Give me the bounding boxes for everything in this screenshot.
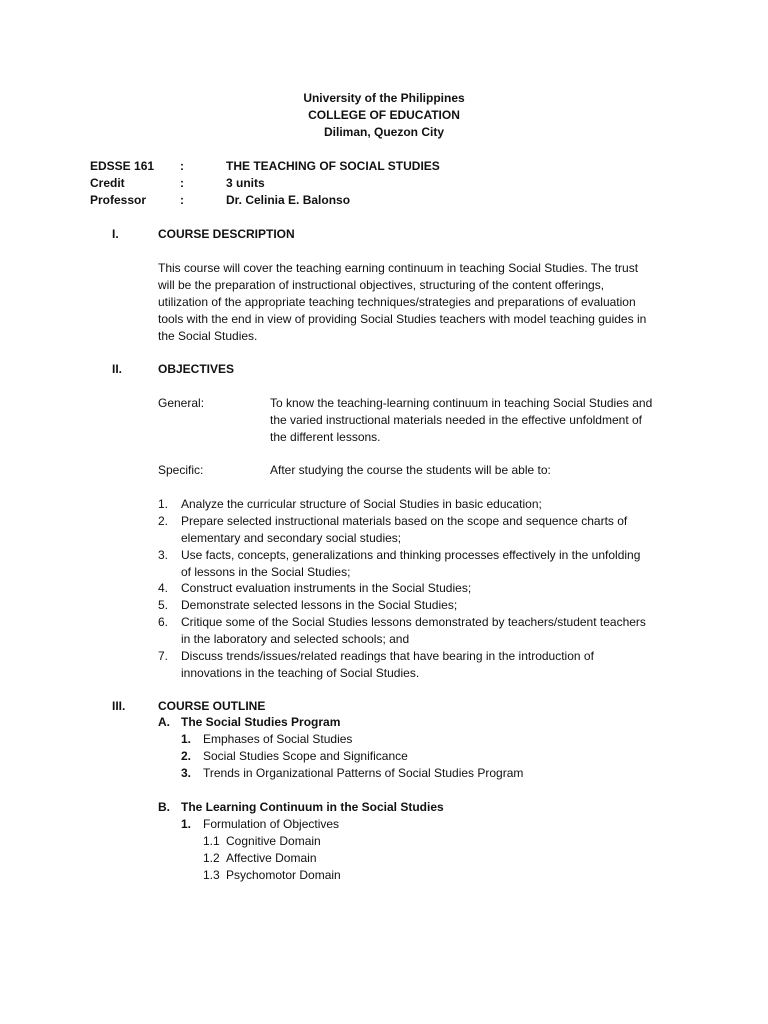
location: Diliman, Quezon City <box>323 125 444 139</box>
outline-heading: The Social Studies Program <box>181 715 341 729</box>
outline-item: Trends in Organizational Patterns of Social Studies Program <box>203 766 524 780</box>
list-item-number: 2. <box>158 514 169 528</box>
general-objective-line: the varied instructional materials needed in the effective unfoldment of <box>270 413 642 427</box>
list-item-number: 4. <box>158 581 169 595</box>
section-3-title: COURSE OUTLINE <box>158 699 266 713</box>
outline-subitem: Cognitive Domain <box>226 834 321 848</box>
list-item-number: 7. <box>158 649 169 663</box>
list-item: Analyze the curricular structure of Social Studies in basic education; <box>181 497 542 511</box>
outline-item-number: 2. <box>181 749 192 763</box>
credit-sep: : <box>180 176 184 190</box>
outline-item: Social Studies Scope and Significance <box>203 749 408 763</box>
list-item: Demonstrate selected lessons in the Social Studies; <box>181 598 458 612</box>
outline-subitem-number: 1.2 <box>203 851 220 865</box>
description-line: will be the preparation of instructional objectives, structuring of the content offerings, <box>158 278 605 292</box>
section-2-title: OBJECTIVES <box>158 362 235 376</box>
description-line: the Social Studies. <box>158 329 258 343</box>
outline-subitem: Psychomotor Domain <box>226 868 341 882</box>
specific-intro: After studying the course the students will be able to: <box>270 463 551 477</box>
outline-subitem-number: 1.1 <box>203 834 220 848</box>
section-3-numeral: III. <box>112 699 126 713</box>
outline-item-number: 1. <box>181 817 192 831</box>
list-item-number: 6. <box>158 615 169 629</box>
course-code-label: EDSSE 161 <box>90 159 155 173</box>
list-item: Use facts, concepts, generalizations and thinking processes effectively in the unfolding <box>181 548 641 562</box>
professor-value: Dr. Celinia E. Balonso <box>226 193 351 207</box>
outline-item-number: 1. <box>181 732 192 746</box>
credit-value: 3 units <box>226 176 265 190</box>
outline-heading: The Learning Continuum in the Social Studies <box>181 800 444 814</box>
outline-item-number: 3. <box>181 766 192 780</box>
course-title: THE TEACHING OF SOCIAL STUDIES <box>226 159 440 173</box>
outline-subitem-number: 1.3 <box>203 868 220 882</box>
college-name: COLLEGE OF EDUCATION <box>308 108 460 122</box>
description-line: utilization of the appropriate teaching techniques/strategies and preparations of evaluation <box>158 295 636 309</box>
course-code-sep: : <box>180 159 184 173</box>
outline-item: Formulation of Objectives <box>203 817 340 831</box>
list-item-number: 1. <box>158 497 169 511</box>
professor-sep: : <box>180 193 184 207</box>
description-line: This course will cover the teaching earning continuum in teaching Social Studies. The trust <box>158 261 639 275</box>
section-2-numeral: II. <box>112 362 123 376</box>
list-item-continuation: of lessons in the Social Studies; <box>181 565 351 579</box>
specific-label: Specific: <box>158 463 204 477</box>
professor-label: Professor <box>90 193 147 207</box>
general-objective-line: To know the teaching-learning continuum in teaching Social Studies and <box>270 396 653 410</box>
list-item: Prepare selected instructional materials based on the scope and sequence charts of <box>181 514 628 528</box>
list-item-number: 3. <box>158 548 169 562</box>
list-item-continuation: in the laboratory and selected schools; and <box>181 632 410 646</box>
list-item: Construct evaluation instruments in the Social Studies; <box>181 581 472 595</box>
outline-letter: B. <box>158 800 170 814</box>
list-item-continuation: elementary and secondary social studies; <box>181 531 402 545</box>
general-label: General: <box>158 396 205 410</box>
section-1-numeral: I. <box>112 227 119 241</box>
description-line: tools with the end in view of providing Social Studies teachers with model teaching guides in <box>158 312 647 326</box>
outline-item: Emphases of Social Studies <box>203 732 353 746</box>
list-item-continuation: innovations in the teaching of Social Studies. <box>181 666 420 680</box>
outline-subitem: Affective Domain <box>226 851 317 865</box>
credit-label: Credit <box>90 176 125 190</box>
list-item: Discuss trends/issues/related readings that have bearing in the introduction of <box>181 649 594 663</box>
university-name: University of the Philippines <box>303 91 465 105</box>
general-objective-line: the different lessons. <box>270 430 381 444</box>
list-item: Critique some of the Social Studies lessons demonstrated by teachers/student teachers <box>181 615 646 629</box>
outline-letter: A. <box>158 715 170 729</box>
section-1-title: COURSE DESCRIPTION <box>158 227 295 241</box>
list-item-number: 5. <box>158 598 169 612</box>
